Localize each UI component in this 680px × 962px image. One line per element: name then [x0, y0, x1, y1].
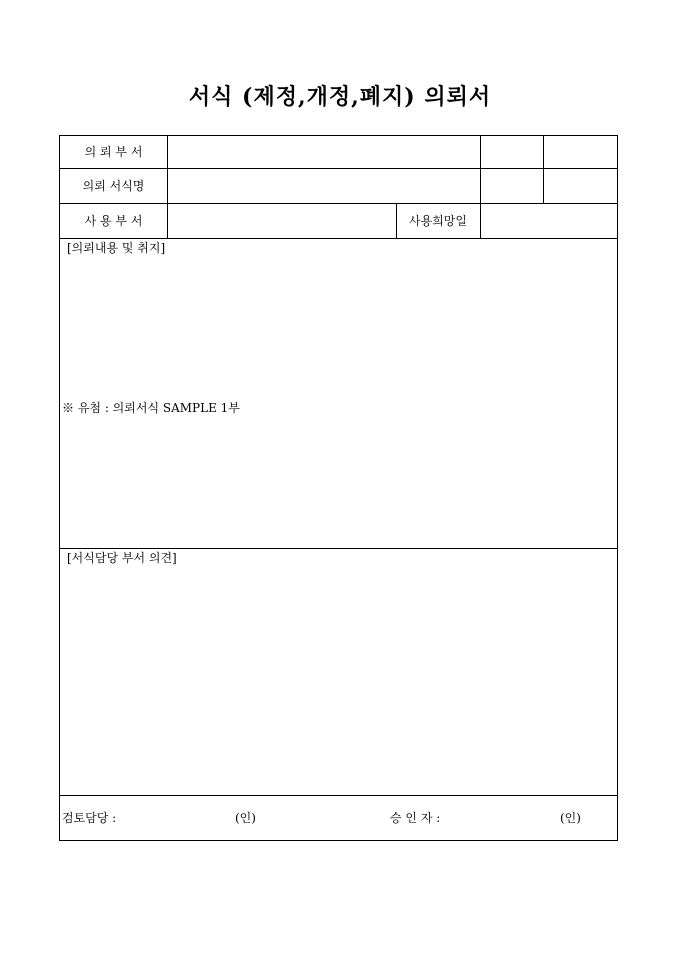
opinion-heading: [서식담당 부서 의견] [67, 551, 177, 565]
row-divider [60, 238, 617, 239]
section-divider [60, 548, 617, 549]
column-divider [543, 136, 544, 204]
approver-seal: (인) [560, 811, 581, 825]
reviewer-seal: (인) [235, 811, 256, 825]
request-form-table [59, 135, 618, 841]
desired-use-date-label: 사용희망일 [409, 214, 467, 228]
section-divider [60, 795, 617, 796]
using-dept-label: 사 용 부 서 [84, 214, 143, 228]
row-divider [60, 168, 617, 169]
column-divider [167, 136, 168, 239]
attachment-note: ※ 유첨 : 의뢰서식 SAMPLE 1부 [62, 401, 240, 415]
request-dept-label: 의 뢰 부 서 [84, 145, 143, 159]
request-content-heading: [의뢰내용 및 취지] [67, 241, 166, 255]
column-divider [480, 136, 481, 204]
column-divider [480, 203, 481, 239]
row-divider [60, 203, 617, 204]
request-form-name-label: 의뢰 서식명 [82, 179, 145, 193]
document-title: 서식 (제정,개정,폐지) 의뢰서 [188, 84, 492, 110]
reviewer-label: 검토담당 : [62, 811, 117, 825]
approver-label: 승 인 자 : [390, 811, 441, 825]
